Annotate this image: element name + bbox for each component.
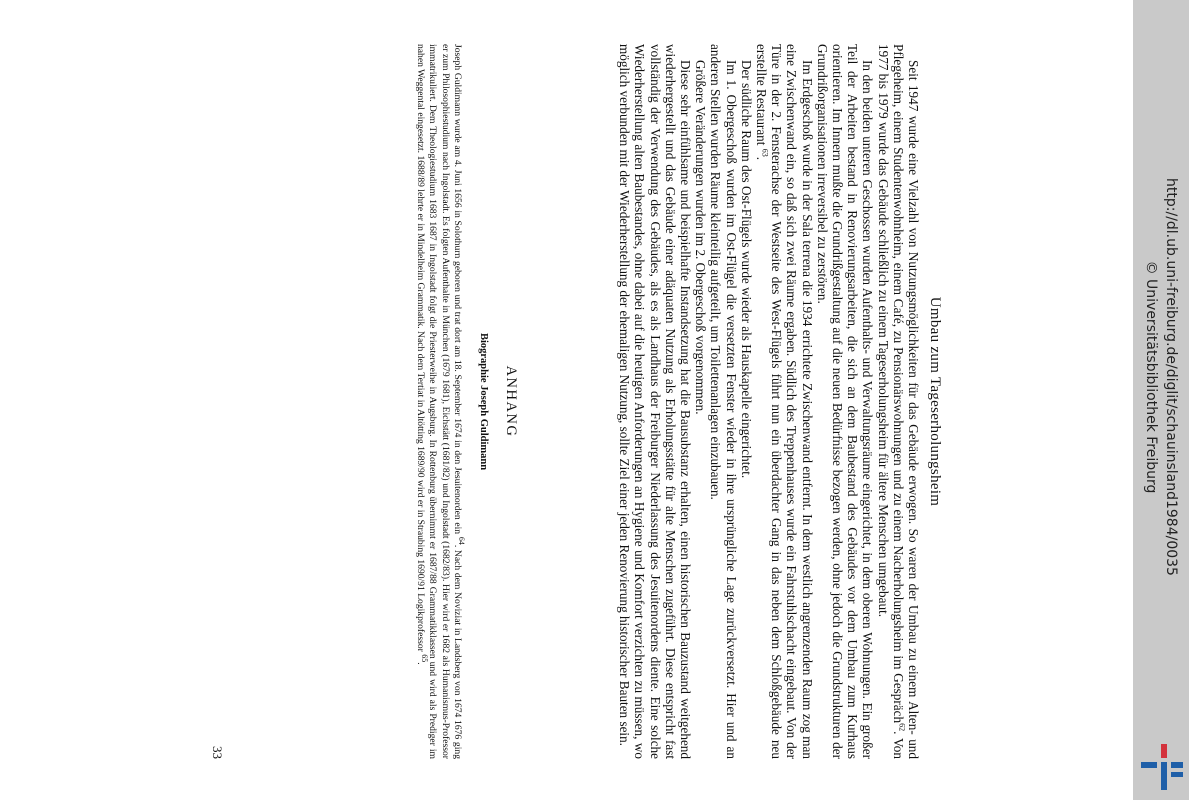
paragraph-2: In den beiden unteren Geschossen wurden Aufenthalts- und Verwaltungsräume eingerichtet, in dem oberen Wohnungen. Ein großer Teil der Arbeiten bestand in Renovierungsarbeiten, die sich an dem Baubestand des Gebäudes vor dem Umbau zum Kurhaus orientieren. Im Innern mußte die Grundrißgestaltung auf die neuen Bedürfnisse bezogen werden, ohne jedoch die Grundstrukturen der Grundrißorganisationen irreversibel zu zerstören. [814, 44, 876, 759]
bio-text: Joseph Guldimann wurde am 4. Juni 1656 in Solothurn geboren und trat dort am 18. September 1674 in den Jesuitenorden ein $^{64}$. Nach dem Noviziat in Landsberg von 1674 1676 ging er zum Philosophiestudium nach Ingolstadt. Es folgten Aufenthalte in München (1679 1681), Eichstätt (1681/82) und Ingolstadt (1682/83). Hier wird er 1682 als Humanismus-Professor immatrikuliert. Dem Theologiestudium 1683 1687 in Ingolstadt folgt die Priesterweihe in Augsburg. In Rottenburg übernimmt er 1687/88 Grammatikklassen und wird als Prediger im nahen Weggental eingesetzt. 1688/89 lehrte er in Mindelheim Grammatik. Nach dem Tertiat in Altötting 1689/90 wird er in Straubing 1690/91 Logikprofessor $^{65}$. [414, 44, 467, 759]
footnote-ref-64: 64 [457, 536, 467, 545]
logo-bar-red-top [1161, 744, 1167, 758]
archive-url-link[interactable]: http://dl.ub.uni-freiburg.de/diglit/schauinsland1984/0035 [1163, 178, 1179, 576]
page-number: 33 [210, 746, 225, 759]
ub-freiburg-logo-icon[interactable] [1141, 744, 1183, 790]
page-content [198, 44, 943, 759]
logo-bar-blue-right [1171, 762, 1183, 768]
paragraph-5: Im 1. Obergeschoß wurden im Ost-Flügel die versetzten Fenster wieder in ihre ursprüngliche Lage zurückversetzt. Hier und an anderen Stellen wurden Räume kleinteilig aufgeteilt, um Toilettenanlagen einzubauen. [708, 44, 739, 759]
bio-heading: Biographie Joseph Guldimann [478, 332, 489, 471]
section-title: Umbau zum Tageserholungsheim [927, 296, 943, 507]
section-body [617, 44, 921, 759]
paragraph-4: Der südliche Raum des Ost-Flügels wurde wieder als Hauskapelle eingerichtet. [738, 60, 754, 479]
paragraph-7: Diese sehr einfühlsame und beispielhafte Instandsetzung hat die Bausubstanz erhalten, einen historischen Bauzustand weitgehend wiederhergestellt und das Gebäude einer adäquaten Nutzung als Erholungsstätte für alte Menschen zugeführt. Diese entspricht fast vollständig der Verwendung des Gebäudes, als es als Landhaus der Freiburger Niederlassung des Jesuitenordens diente. Eine solche Wiederherstellung alten Baubestandes, ohne dabei auf die heutigen Anforderungen an Hygiene und Komfort verzichten zu müssen, wo möglich verbunden mit der Wiederherstellung der ehemaligen Nutzung, sollte Ziel einer jeden Renovierung historischer Bauten sein. [617, 44, 693, 759]
archive-sidebar-text [1133, 12, 1181, 742]
paragraph-6: Größere Veränderungen wurden im 2. Obergeschoß vorgenommen. [693, 60, 709, 415]
logo-bar-blue-lower [1171, 772, 1183, 777]
footnote-ref-63: 63 [760, 148, 770, 157]
appendix-heading: ANHANG [503, 365, 519, 438]
logo-bar-blue-center [1161, 762, 1167, 790]
footnote-ref-62: 62 [897, 723, 907, 732]
logo-bar-blue-left [1141, 762, 1157, 768]
footnote-ref-65: 65 [419, 654, 429, 663]
paragraph-1: Seit 1947 wurde eine Vielzahl von Nutzungsmöglichkeiten für das Gebäude erwogen. So waren der Umbau zu einem Alten- und Pflegeheim, einem Studentenwohnheim, einem Café, zu Pensionärswohnungen und zu einem Nacherholungsheim im Gespräch$^{62}$. Von 1977 bis 1979 wurde das Gebäude schließlich zu einem Tageserholungsheim für ältere Menschen umgebaut. [875, 44, 921, 759]
paragraph-3: Im Erdgeschoß wurde in der Sala terrena die 1934 errichtete Zwischenwand entfernt. In dem westlich angrenzenden Raum zog man eine Zwischenwand ein, so daß sich zwei Räume ergaben. Südlich des Treppenhauses wurde ein Fahrstuhlschacht eingebaut. Von der Türe in der 2. Fensterachse der Westseite des West-Flügels führt nun ein überdachter Gang in das neben dem Schloßgebäude neu erstellte Restaurant $^{63}$. [753, 44, 815, 759]
copyright-notice: © Universitätsbibliothek Freiburg [1143, 260, 1159, 494]
